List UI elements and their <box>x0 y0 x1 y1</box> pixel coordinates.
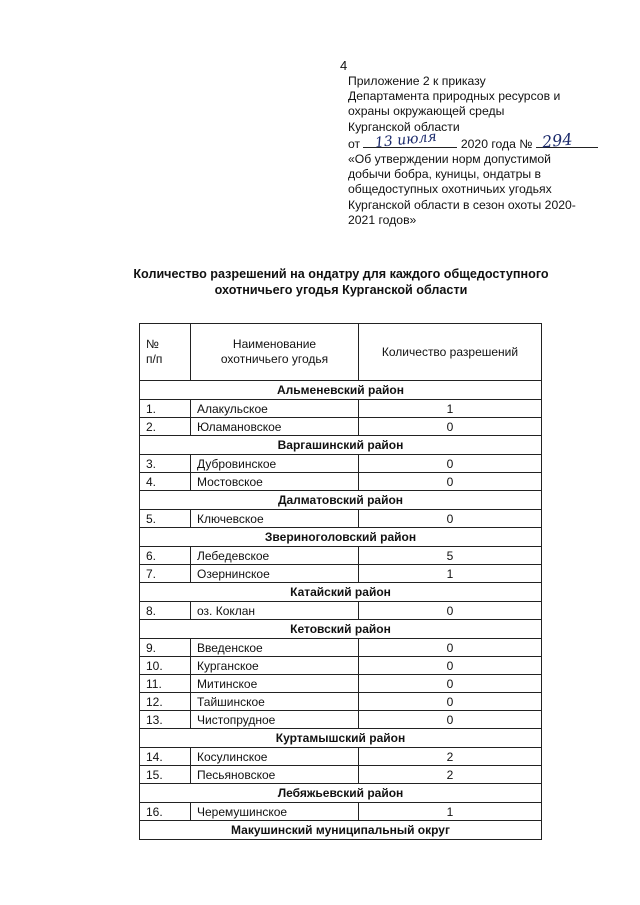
permit-count: 0 <box>359 675 542 693</box>
permit-count: 0 <box>359 602 542 620</box>
hunting-ground-name: Лебедевское <box>191 547 359 565</box>
district-name: Лебяжьевский район <box>140 784 542 803</box>
header-name-text: Наименование охотничьего угодья <box>220 337 329 366</box>
row-number: 16. <box>140 803 191 821</box>
district-name: Далматовский район <box>140 491 542 510</box>
table-row <box>140 803 542 821</box>
year-label: 2020 года № <box>460 136 533 151</box>
district-name: Кетовский район <box>140 620 542 639</box>
row-number: 6. <box>140 547 191 565</box>
header-qty-text: Количество разрешений <box>381 344 519 359</box>
appendix-line: Приложение 2 к приказу <box>348 74 486 88</box>
table-row <box>140 418 542 436</box>
row-number: 11. <box>140 675 191 693</box>
row-number: 3. <box>140 455 191 473</box>
permit-count: 5 <box>359 547 542 565</box>
row-number: 9. <box>140 639 191 657</box>
permits-table <box>139 323 542 840</box>
table-row <box>140 748 542 766</box>
row-number: 8. <box>140 602 191 620</box>
permit-count: 0 <box>359 693 542 711</box>
hunting-ground-name: Мостовское <box>191 473 359 491</box>
district-row <box>140 821 542 840</box>
hunting-ground-name: Черемушинское <box>191 803 359 821</box>
hunting-ground-name: Озернинское <box>191 565 359 583</box>
row-number: 1. <box>140 400 191 418</box>
hunting-ground-name: Песьяновское <box>191 766 359 784</box>
appendix-line: охраны окружающей среды <box>348 104 505 119</box>
permit-count: 1 <box>359 400 542 418</box>
table-header-row <box>140 324 542 381</box>
permit-count: 0 <box>359 455 542 473</box>
document-title <box>100 266 582 298</box>
permit-count: 1 <box>359 803 542 821</box>
table-row <box>140 547 542 565</box>
district-row <box>140 729 542 748</box>
hunting-ground-name: Юламановское <box>191 418 359 436</box>
header-num <box>140 324 191 381</box>
handwritten-date: 13 июля <box>374 128 438 151</box>
hunting-ground-name: Митинское <box>191 675 359 693</box>
date-field <box>363 128 457 151</box>
header-qty <box>359 324 542 381</box>
hunting-ground-name: Алакульское <box>191 400 359 418</box>
from-label: от <box>348 136 361 151</box>
number-field <box>536 129 598 152</box>
row-number: 10. <box>140 657 191 675</box>
permit-count: 1 <box>359 565 542 583</box>
district-name: Варгашинский район <box>140 436 542 455</box>
row-number: 15. <box>140 766 191 784</box>
permit-count: 0 <box>359 657 542 675</box>
table-row <box>140 766 542 784</box>
table-row <box>140 510 542 528</box>
appendix-line: добычи бобра, куницы, ондатры в <box>348 167 541 182</box>
table-row <box>140 455 542 473</box>
hunting-ground-name: Тайшинское <box>191 693 359 711</box>
district-row <box>140 381 542 400</box>
row-number: 2. <box>140 418 191 436</box>
row-number: 13. <box>140 711 191 729</box>
district-row <box>140 436 542 455</box>
row-number: 4. <box>140 473 191 491</box>
hunting-ground-name: оз. Коклан <box>191 602 359 620</box>
permit-count: 0 <box>359 510 542 528</box>
permit-count: 0 <box>359 639 542 657</box>
header-name <box>191 324 359 381</box>
appendix-line: Департамента природных ресурсов и <box>348 89 561 104</box>
hunting-ground-name: Ключевское <box>191 510 359 528</box>
row-number: 12. <box>140 693 191 711</box>
row-number: 7. <box>140 565 191 583</box>
district-row <box>140 620 542 639</box>
hunting-ground-name: Курганское <box>191 657 359 675</box>
table-row <box>140 675 542 693</box>
table-row <box>140 693 542 711</box>
district-name: Макушинский муниципальный округ <box>140 821 542 840</box>
permit-count: 0 <box>359 711 542 729</box>
handwritten-number: 294 <box>540 129 574 152</box>
title-line: охотничьего угодья Курганской области <box>214 283 468 297</box>
page-number: 4 <box>340 58 348 73</box>
district-row <box>140 784 542 803</box>
permit-count: 0 <box>359 473 542 491</box>
title-line: Количество разрешений на ондатру для каждого общедоступного <box>133 267 549 281</box>
hunting-ground-name: Дубровинское <box>191 455 359 473</box>
table-body <box>140 381 542 840</box>
permit-count: 2 <box>359 748 542 766</box>
appendix-line: «Об утверждении норм допустимой <box>348 152 551 167</box>
district-row <box>140 583 542 602</box>
district-name: Катайский район <box>140 583 542 602</box>
appendix-line: Курганской области в сезон охоты 2020- <box>348 197 576 212</box>
table-row <box>140 473 542 491</box>
appendix-line: 2021 годов» <box>348 212 417 227</box>
row-number: 5. <box>140 510 191 528</box>
appendix-line: Курганской области <box>348 119 460 134</box>
hunting-ground-name: Введенское <box>191 639 359 657</box>
appendix-line: общедоступных охотничьих угодьях <box>348 182 552 197</box>
order-date-line <box>348 128 610 152</box>
table-row <box>140 639 542 657</box>
table-row <box>140 400 542 418</box>
header-num-text: № п/п <box>146 337 163 366</box>
appendix-block <box>348 74 610 228</box>
table-row <box>140 711 542 729</box>
district-name: Куртамышский район <box>140 729 542 748</box>
row-number: 14. <box>140 748 191 766</box>
district-row <box>140 491 542 510</box>
district-row <box>140 528 542 547</box>
permit-count: 2 <box>359 766 542 784</box>
permit-count: 0 <box>359 418 542 436</box>
hunting-ground-name: Косулинское <box>191 748 359 766</box>
district-name: Звериноголовский район <box>140 528 542 547</box>
table-row <box>140 565 542 583</box>
table-row <box>140 657 542 675</box>
hunting-ground-name: Чистопрудное <box>191 711 359 729</box>
district-name: Альменевский район <box>140 381 542 400</box>
table-row <box>140 602 542 620</box>
